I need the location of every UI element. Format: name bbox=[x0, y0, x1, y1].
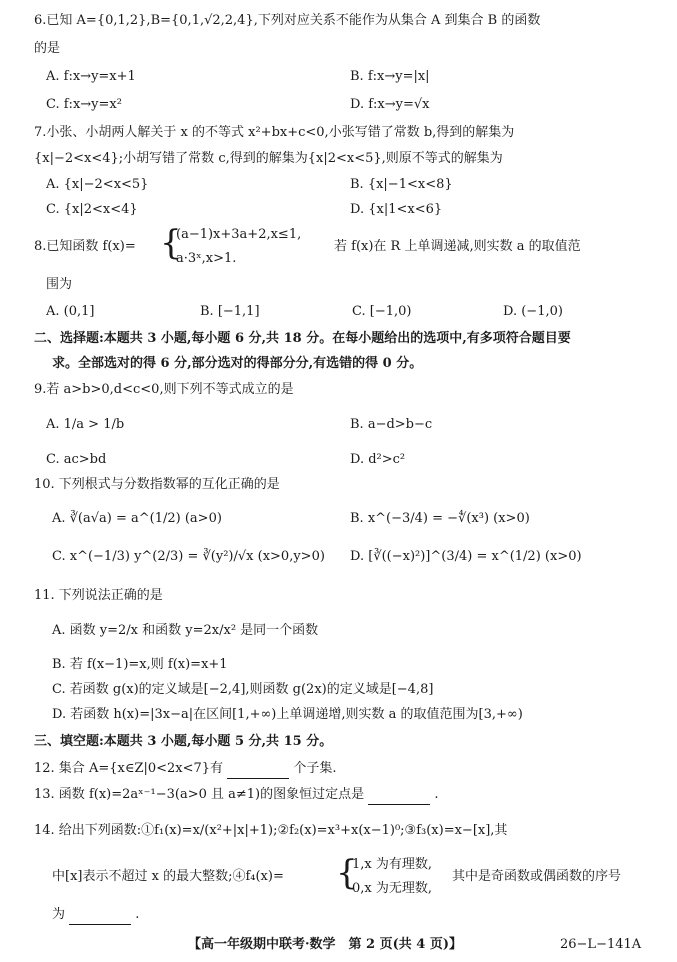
page-footer bbox=[0, 936, 677, 954]
q10-option-b: B. x^(−3/4) = −∜(x³) (x>0) bbox=[350, 511, 530, 526]
q7-option-a: A. {x|−2<x<5} bbox=[46, 177, 149, 192]
q8-case1: (a−1)x+3a+2,x≤1, bbox=[176, 227, 302, 242]
q12-answer-blank[interactable] bbox=[227, 760, 289, 779]
q14-line3 bbox=[52, 906, 139, 925]
q7-option-b: B. {x|−1<x<8} bbox=[350, 177, 453, 192]
q9-option-d: D. d²>c² bbox=[350, 452, 406, 467]
q8-option-d: D. (−1,0) bbox=[503, 304, 563, 319]
q8-option-c: C. [−1,0) bbox=[352, 304, 412, 319]
q10-option-a: A. ∛(a√a) = a^(1/2) (a>0) bbox=[52, 511, 222, 526]
q9-stem: 9.若 a>b>0,d<c<0,则下列不等式成立的是 bbox=[34, 382, 294, 397]
q14-line2a: 中[x]表示不超过 x 的最大整数;④f₄(x)= bbox=[52, 869, 284, 884]
q14-case2: 0,x 为无理数, bbox=[352, 881, 432, 896]
q11-stem: 11. 下列说法正确的是 bbox=[34, 588, 163, 603]
q7-stem-line1: 7.小张、小胡两人解关于 x 的不等式 x²+bx+c<0,小张写错了常数 b,得到的解集为 bbox=[34, 125, 515, 140]
q11-option-a: A. 函数 y=2/x 和函数 y=2x/x² 是同一个函数 bbox=[52, 623, 319, 638]
section3-header: 三、填空题:本题共 3 小题,每小题 5 分,共 15 分。 bbox=[34, 734, 333, 749]
q12-text-pre: 12. 集合 A={x∈Z|0<2x<7}有 bbox=[34, 761, 224, 776]
section2-header-line2: 求。全部选对的得 6 分,部分选对的得部分分,有选错的得 0 分。 bbox=[52, 356, 423, 371]
q6-option-b: B. f:x→y=|x| bbox=[350, 69, 430, 84]
q14-line1: 14. 给出下列函数:①f₁(x)=x/(x²+|x|+1);②f₂(x)=x³+x(x−1)⁰;③f₃(x)=x−[x],其 bbox=[34, 823, 508, 838]
q6-stem-line1: 6.已知 A={0,1,2},B={0,1,√2,2,4},下列对应关系不能作为从集合 A 到集合 B 的函数 bbox=[34, 13, 541, 28]
q14-piecewise-brace: { bbox=[336, 853, 358, 893]
q6-option-d: D. f:x→y=√x bbox=[350, 97, 430, 112]
section2-header-line1: 二、选择题:本题共 3 小题,每小题 6 分,共 18 分。在每小题给出的选项中,有多项符合题目要 bbox=[34, 331, 571, 346]
q10-stem: 10. 下列根式与分数指数幂的互化正确的是 bbox=[34, 477, 280, 492]
q9-option-a: A. 1/a > 1/b bbox=[46, 417, 125, 432]
q8-piecewise-brace: { bbox=[160, 223, 182, 263]
q8-tail: 若 f(x)在 R 上单调递减,则实数 a 的取值范 bbox=[334, 239, 581, 254]
q14-case1: 1,x 为有理数, bbox=[352, 857, 432, 872]
footer-code: 26−L−141A bbox=[560, 937, 642, 952]
q11-option-b: B. 若 f(x−1)=x,则 f(x)=x+1 bbox=[52, 657, 228, 672]
q12-line bbox=[34, 760, 336, 779]
q8-stem-line2: 围为 bbox=[46, 277, 73, 292]
q11-option-d: D. 若函数 h(x)=|3x−a|在区间[1,+∞)上单调递增,则实数 a 的取值范围为[3,+∞) bbox=[52, 707, 523, 722]
q6-option-c: C. f:x→y=x² bbox=[46, 97, 122, 112]
q10-option-d: D. [∛((−x)²)]^(3/4) = x^(1/2) (x>0) bbox=[350, 549, 582, 564]
q8-option-b: B. [−1,1] bbox=[200, 304, 260, 319]
q11-option-c: C. 若函数 g(x)的定义域是[−2,4],则函数 g(2x)的定义域是[−4,8] bbox=[52, 682, 434, 697]
q9-option-c: C. ac>bd bbox=[46, 452, 107, 467]
q12-text-post: 个子集. bbox=[293, 761, 337, 776]
q13-answer-blank[interactable] bbox=[368, 786, 430, 805]
q13-text-pre: 13. 函数 f(x)=2aˣ⁻¹−3(a>0 且 a≠1)的图象恒过定点是 bbox=[34, 787, 365, 802]
q8-lead: 8.已知函数 f(x)= bbox=[34, 239, 136, 254]
q6-option-a: A. f:x→y=x+1 bbox=[46, 69, 136, 84]
footer-title: 【高一年级期中联考·数学 第 2 页(共 4 页)】 bbox=[188, 937, 463, 952]
q14-text-post: . bbox=[135, 907, 140, 922]
q6-stem-line2: 的是 bbox=[34, 41, 61, 56]
q14-answer-blank[interactable] bbox=[69, 906, 131, 925]
q9-option-b: B. a−d>b−c bbox=[350, 417, 433, 432]
q7-stem-line2: {x|−2<x<4};小胡写错了常数 c,得到的解集为{x|2<x<5},则原不等式的解集为 bbox=[34, 151, 503, 166]
q13-text-post: . bbox=[434, 787, 439, 802]
q8-case2: a·3ˣ,x>1. bbox=[176, 251, 237, 266]
q14-line2b: 其中是奇函数或偶函数的序号 bbox=[452, 869, 622, 884]
q10-option-c: C. x^(−1/3) y^(2/3) = ∛(y²)/√x (x>0,y>0) bbox=[52, 549, 325, 564]
q8-option-a: A. (0,1] bbox=[46, 304, 95, 319]
q13-line bbox=[34, 786, 439, 805]
q7-option-c: C. {x|2<x<4} bbox=[46, 202, 138, 217]
q7-option-d: D. {x|1<x<6} bbox=[350, 202, 443, 217]
q14-text-pre: 为 bbox=[52, 907, 66, 922]
